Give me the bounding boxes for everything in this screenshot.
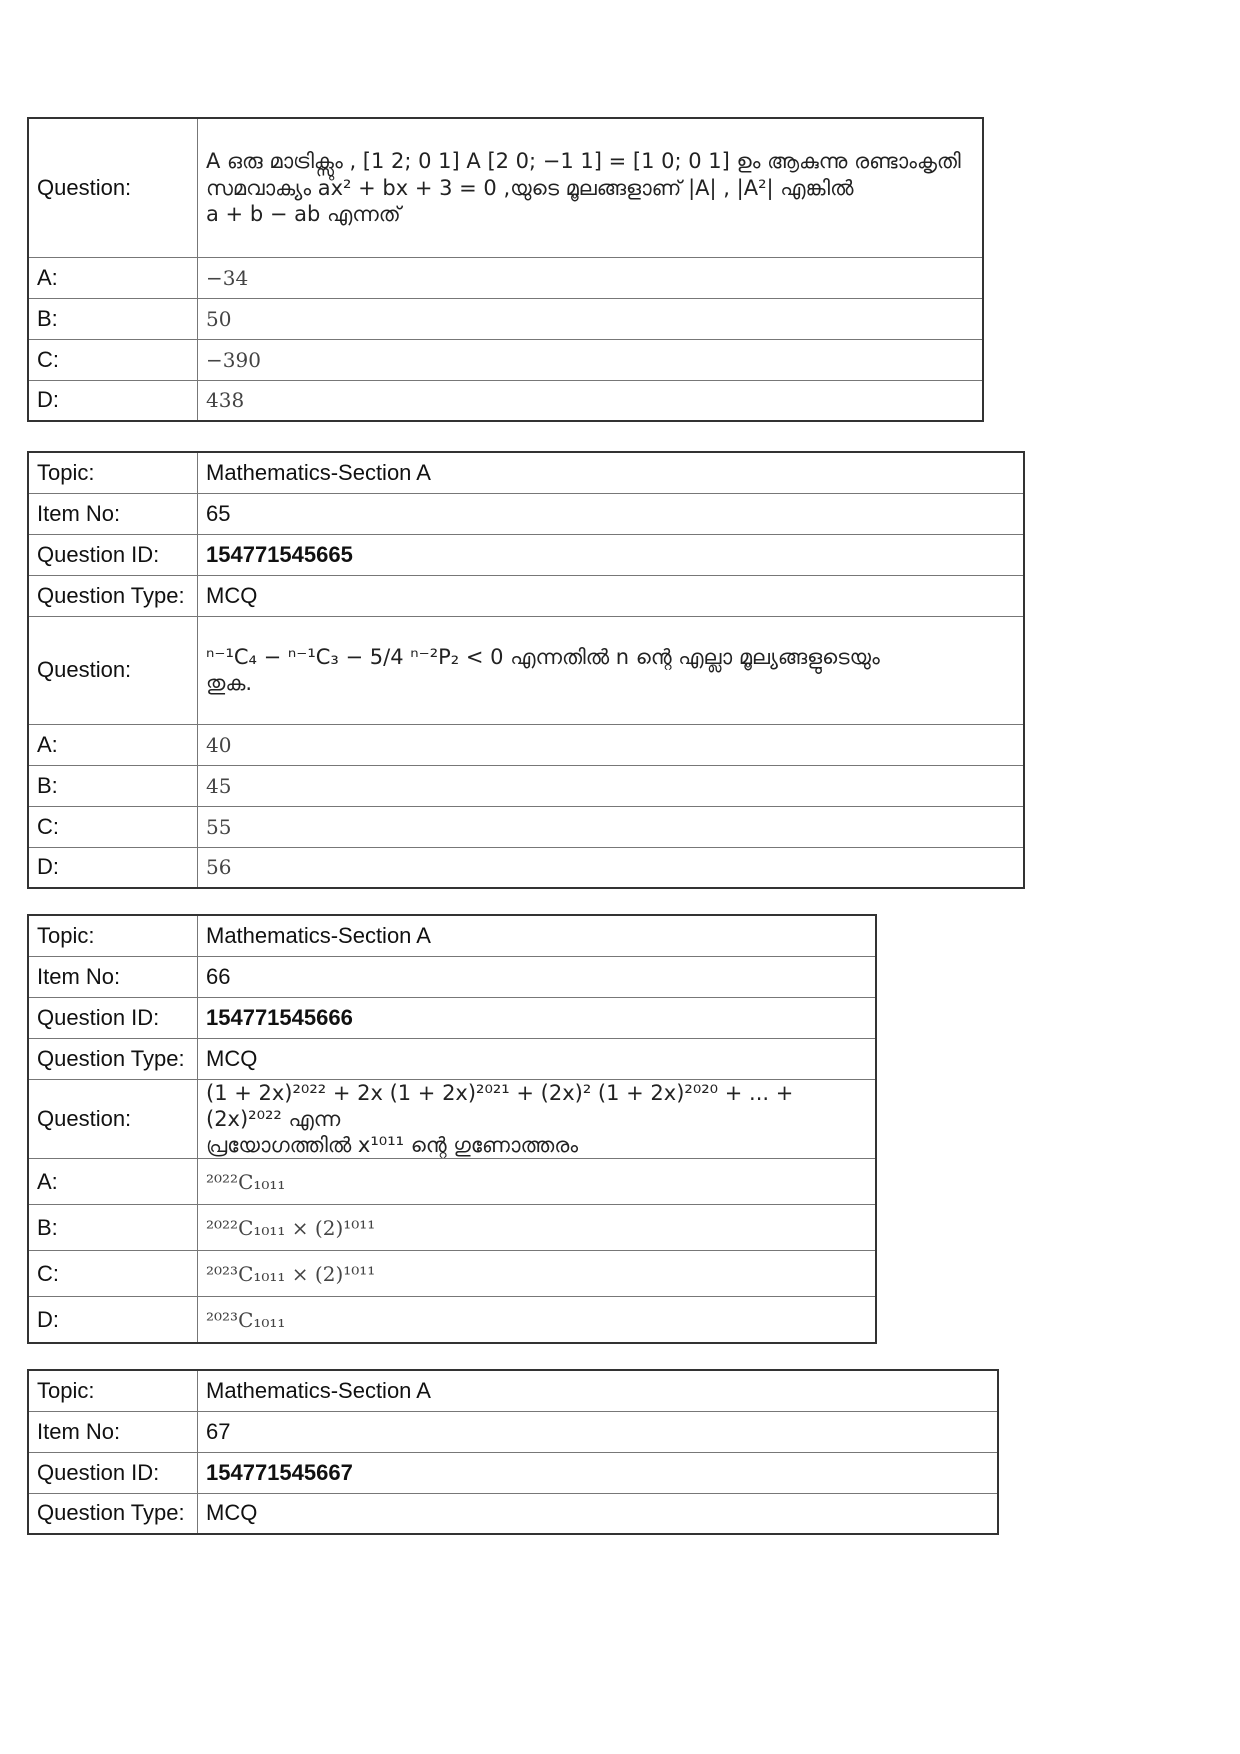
topic-row bbox=[28, 915, 876, 956]
question-id-label: Question ID: bbox=[28, 1452, 198, 1493]
option-value: 50 bbox=[198, 298, 984, 339]
option-label: C: bbox=[28, 339, 198, 380]
option-row bbox=[28, 257, 983, 298]
option-row bbox=[28, 806, 1024, 847]
question-label: Question: bbox=[28, 616, 198, 724]
question-type-value: MCQ bbox=[198, 575, 1025, 616]
question-type-label: Question Type: bbox=[28, 575, 198, 616]
question-id-value: 154771545667 bbox=[198, 1452, 999, 1493]
option-value: −34 bbox=[198, 257, 984, 298]
question-line: തുക. bbox=[206, 671, 253, 695]
option-row bbox=[28, 765, 1024, 806]
option-value: ²⁰²²C₁₀₁₁ bbox=[198, 1159, 877, 1205]
question-id-row bbox=[28, 534, 1024, 575]
option-value: 45 bbox=[198, 765, 1025, 806]
option-value: 56 bbox=[198, 847, 1025, 888]
option-value: 438 bbox=[198, 380, 984, 421]
option-row bbox=[28, 1251, 876, 1297]
question-table-q67 bbox=[27, 1369, 999, 1535]
question-id-label: Question ID: bbox=[28, 534, 198, 575]
question-text bbox=[198, 1079, 877, 1159]
item-no-value: 67 bbox=[198, 1411, 999, 1452]
option-row bbox=[28, 339, 983, 380]
item-no-label: Item No: bbox=[28, 1411, 198, 1452]
question-table-q65 bbox=[27, 451, 1025, 889]
option-value: ²⁰²³C₁₀₁₁ × (2)¹⁰¹¹ bbox=[198, 1251, 877, 1297]
option-label: A: bbox=[28, 724, 198, 765]
option-row bbox=[28, 724, 1024, 765]
option-label: A: bbox=[28, 1159, 198, 1205]
question-table-q64 bbox=[27, 117, 984, 422]
question-id-value: 154771545665 bbox=[198, 534, 1025, 575]
option-label: B: bbox=[28, 765, 198, 806]
item-no-label: Item No: bbox=[28, 493, 198, 534]
item-no-label: Item No: bbox=[28, 956, 198, 997]
option-label: C: bbox=[28, 1251, 198, 1297]
topic-value: Mathematics-Section A bbox=[198, 452, 1025, 493]
topic-value: Mathematics-Section A bbox=[198, 915, 877, 956]
question-type-row bbox=[28, 1493, 998, 1534]
question-line: (1 + 2x)²⁰²² + 2x (1 + 2x)²⁰²¹ + (2x)² (1 + 2x)²⁰²⁰ + ... + (2x)²⁰²² എന്ന bbox=[206, 1080, 794, 1131]
question-type-row bbox=[28, 575, 1024, 616]
question-text bbox=[198, 616, 1025, 724]
option-label: D: bbox=[28, 380, 198, 421]
question-row bbox=[28, 118, 983, 257]
topic-row bbox=[28, 1370, 998, 1411]
option-row bbox=[28, 1205, 876, 1251]
option-value: ²⁰²³C₁₀₁₁ bbox=[198, 1297, 877, 1343]
option-label: D: bbox=[28, 847, 198, 888]
option-label: B: bbox=[28, 298, 198, 339]
question-id-row bbox=[28, 997, 876, 1038]
question-type-row bbox=[28, 1038, 876, 1079]
option-value: 40 bbox=[198, 724, 1025, 765]
topic-row bbox=[28, 452, 1024, 493]
question-line: A ഒരു മാട്രിക്സും , [1 2; 0 1] A [2 0; −1 1] = [1 0; 0 1] ഉം ആകുന്നു രണ്ടാംകൃതി bbox=[206, 149, 961, 174]
topic-label: Topic: bbox=[28, 452, 198, 493]
topic-value: Mathematics-Section A bbox=[198, 1370, 999, 1411]
question-table-q66 bbox=[27, 914, 877, 1344]
topic-label: Topic: bbox=[28, 1370, 198, 1411]
question-text bbox=[198, 118, 984, 257]
question-line: പ്രയോഗത്തിൽ x¹⁰¹¹ ന്റെ ഗുണോത്തരം bbox=[206, 1133, 579, 1157]
question-type-label: Question Type: bbox=[28, 1038, 198, 1079]
question-label: Question: bbox=[28, 118, 198, 257]
option-value: ²⁰²²C₁₀₁₁ × (2)¹⁰¹¹ bbox=[198, 1205, 877, 1251]
option-row bbox=[28, 1297, 876, 1343]
question-line: സമവാക്യം ax² + bx + 3 = 0 ,യുടെ മൂലങ്ങളാണ് |A| , |A²| എങ്കിൽ bbox=[206, 175, 854, 200]
option-label: A: bbox=[28, 257, 198, 298]
question-row bbox=[28, 1079, 876, 1159]
option-label: D: bbox=[28, 1297, 198, 1343]
question-id-value: 154771545666 bbox=[198, 997, 877, 1038]
item-no-value: 65 bbox=[198, 493, 1025, 534]
option-label: C: bbox=[28, 806, 198, 847]
question-type-value: MCQ bbox=[198, 1493, 999, 1534]
option-row bbox=[28, 298, 983, 339]
item-no-row bbox=[28, 956, 876, 997]
question-line: ⁿ⁻¹C₄ − ⁿ⁻¹C₃ − 5/4 ⁿ⁻²P₂ < 0 എന്നതിൽ n ന്റെ എല്ലാ മൂല്യങ്ങളുടെയും bbox=[206, 644, 880, 669]
item-no-row bbox=[28, 1411, 998, 1452]
item-no-row bbox=[28, 493, 1024, 534]
topic-label: Topic: bbox=[28, 915, 198, 956]
question-id-row bbox=[28, 1452, 998, 1493]
question-type-value: MCQ bbox=[198, 1038, 877, 1079]
option-value: 55 bbox=[198, 806, 1025, 847]
option-row bbox=[28, 380, 983, 421]
question-label: Question: bbox=[28, 1079, 198, 1159]
item-no-value: 66 bbox=[198, 956, 877, 997]
option-value: −390 bbox=[198, 339, 984, 380]
question-id-label: Question ID: bbox=[28, 997, 198, 1038]
option-row bbox=[28, 847, 1024, 888]
option-row bbox=[28, 1159, 876, 1205]
question-line: a + b − ab എന്നത് bbox=[206, 201, 401, 226]
option-label: B: bbox=[28, 1205, 198, 1251]
question-type-label: Question Type: bbox=[28, 1493, 198, 1534]
question-row bbox=[28, 616, 1024, 724]
